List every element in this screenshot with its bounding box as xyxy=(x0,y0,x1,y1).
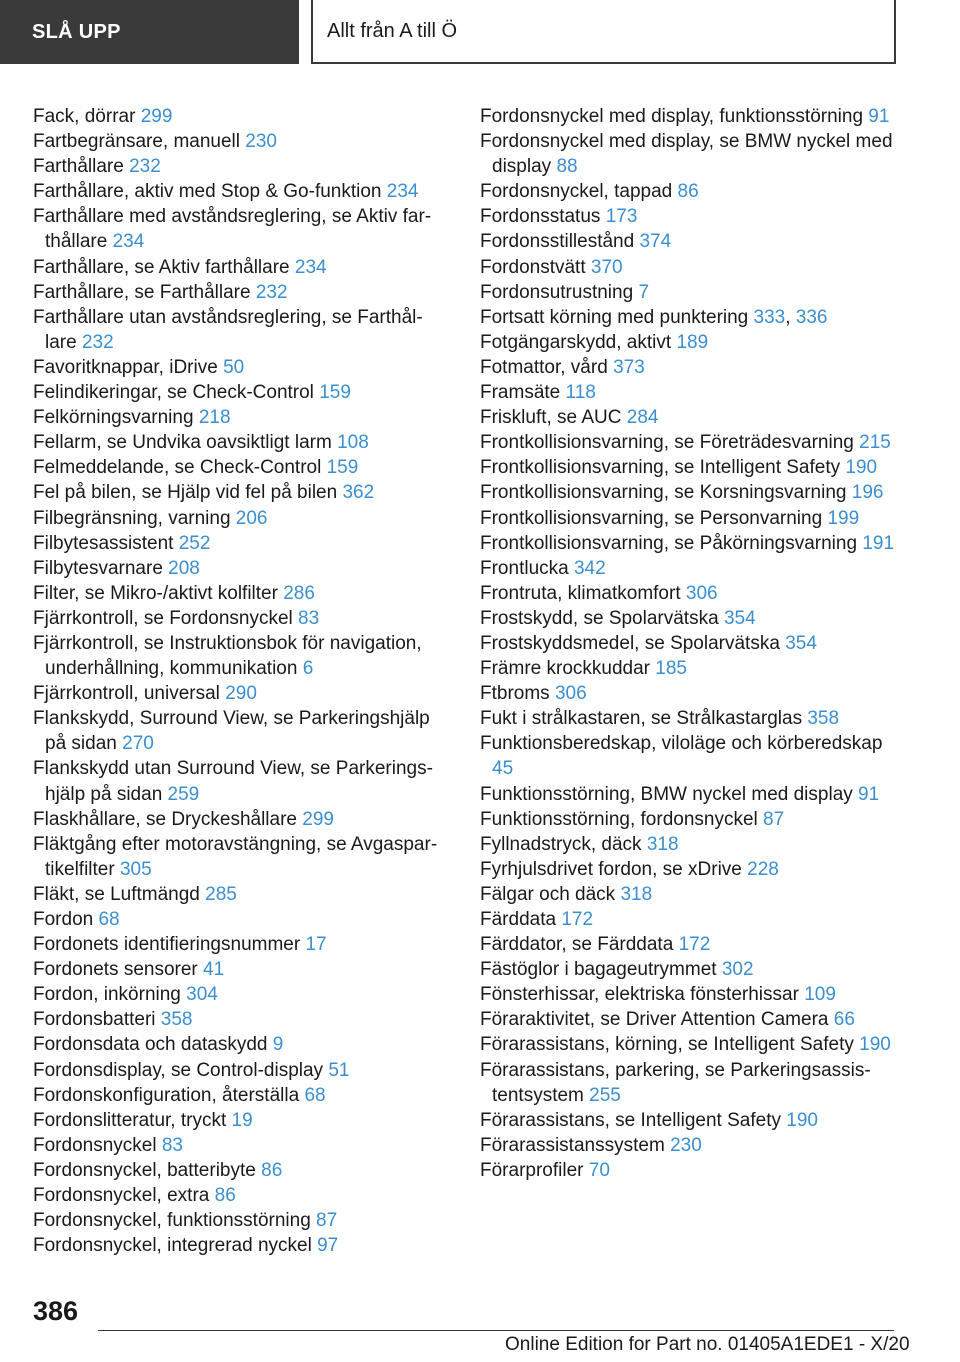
index-entry-label: Fordonslitteratur, tryckt xyxy=(33,1109,227,1131)
index-entry xyxy=(480,255,900,280)
index-entry xyxy=(33,606,443,631)
page-link[interactable]: 66 xyxy=(833,1009,855,1031)
page-link[interactable]: 41 xyxy=(203,959,225,981)
page-link[interactable]: 172 xyxy=(678,934,711,956)
index-entry xyxy=(33,1007,443,1032)
page-link[interactable]: 208 xyxy=(168,557,200,579)
index-entry-label: Filbegränsning, varning xyxy=(33,507,231,529)
page-link[interactable]: 91 xyxy=(868,106,890,127)
page-link[interactable]: 86 xyxy=(677,181,699,203)
index-entry xyxy=(480,480,900,505)
index-entry xyxy=(480,731,900,781)
index-entry xyxy=(480,681,900,706)
page-link[interactable]: 68 xyxy=(304,1084,326,1106)
index-entry xyxy=(480,882,900,907)
page-link[interactable]: 50 xyxy=(223,356,245,378)
page-link[interactable]: 234 xyxy=(294,256,327,278)
index-entry xyxy=(33,1233,443,1258)
page-link[interactable]: 305 xyxy=(119,858,152,880)
index-entry xyxy=(33,480,443,505)
index-entry-label: Fotgängarskydd, aktivt xyxy=(480,331,672,353)
page-link[interactable]: 51 xyxy=(328,1059,350,1081)
page-link[interactable]: 354 xyxy=(723,607,756,629)
index-entry xyxy=(480,581,900,606)
page-link[interactable]: 91 xyxy=(858,783,880,805)
footer-divider xyxy=(98,1330,894,1331)
index-entry xyxy=(480,1058,900,1108)
index-entry-label: Frontkollisionsvarning, se Personvarning xyxy=(480,507,823,529)
page-link[interactable]: 7 xyxy=(638,281,650,303)
index-entry-label: Fordonsstatus xyxy=(480,206,601,228)
index-entry xyxy=(480,229,900,254)
index-entry-label: Felkörningsvarning xyxy=(33,407,194,429)
index-entry-label: Felindikeringar, se Check-Control xyxy=(33,382,314,404)
index-entry-label: Filter, se Mikro-/aktivt kolfilter xyxy=(33,582,278,604)
index-entry-label: Frontruta, klimatkomfort xyxy=(480,582,681,604)
page-link[interactable]: 190 xyxy=(845,457,878,479)
index-entry xyxy=(33,756,443,806)
index-entry xyxy=(33,1032,443,1057)
index-entry xyxy=(33,179,443,204)
index-entry xyxy=(33,355,443,380)
page-link[interactable]: 358 xyxy=(807,708,840,730)
page-link[interactable]: 354 xyxy=(785,632,817,654)
index-entry-label: Fordonsnyckel med display, se BMW nyckel med display xyxy=(480,131,893,178)
page-link[interactable]: 230 xyxy=(245,131,277,153)
index-entry xyxy=(480,907,900,932)
index-entry xyxy=(480,832,900,857)
index-entry xyxy=(33,581,443,606)
index-entry-label: Fordon xyxy=(33,909,94,930)
index-entry xyxy=(33,430,443,455)
index-entry xyxy=(480,1032,900,1057)
index-entry-label: Fordonsstillestånd xyxy=(480,231,635,253)
index-entry xyxy=(33,832,443,882)
index-entry xyxy=(33,455,443,480)
index-entry-label: Frontkollisionsvarning, se Företrädesvarning xyxy=(480,432,854,454)
index-entry-label: Frontkollisionsvarning, se Intelligent Safety xyxy=(480,457,841,479)
page-link[interactable]: 234 xyxy=(386,181,419,203)
index-entry xyxy=(33,1083,443,1108)
page-link[interactable]: 86 xyxy=(214,1185,236,1207)
page-link[interactable]: 333 xyxy=(753,306,786,328)
index-entry-label: Fordonsdisplay, se Control-display xyxy=(33,1059,324,1081)
page-link[interactable]: 17 xyxy=(305,934,327,956)
index-entry-label: Fälgar och däck xyxy=(480,883,616,905)
index-entry xyxy=(480,857,900,882)
page-link[interactable]: 285 xyxy=(205,883,237,905)
index-entry xyxy=(33,280,443,305)
page-link[interactable]: 259 xyxy=(167,783,200,805)
index-entry xyxy=(33,204,443,254)
index-entry-label: Fjärrkontroll, universal xyxy=(33,683,220,705)
index-entry xyxy=(33,556,443,581)
page-link[interactable]: 234 xyxy=(112,231,145,253)
index-entry xyxy=(480,782,900,807)
page-link[interactable]: 190 xyxy=(786,1109,818,1131)
page-link[interactable]: 232 xyxy=(255,281,288,303)
edition-note: Online Edition for Part no. 01405A1EDE1 - X/20 xyxy=(505,1334,910,1355)
index-entry xyxy=(480,129,900,179)
page-link[interactable]: 284 xyxy=(626,407,659,429)
index-entry-label: Färddator, se Färddata xyxy=(480,934,674,956)
page-link[interactable]: 358 xyxy=(160,1009,193,1031)
index-entry-label: Favoritknappar, iDrive xyxy=(33,356,218,378)
index-entry-label: Flankskydd utan Surround View, se Parkeringshjälp på sidan xyxy=(33,758,433,805)
index-entry xyxy=(33,1133,443,1158)
index-entry-label: Farthållare, se Aktiv farthållare xyxy=(33,256,290,278)
index-entry xyxy=(480,982,900,1007)
page-link[interactable]: 252 xyxy=(178,532,211,554)
page-link[interactable]: 318 xyxy=(620,883,653,905)
index-entry-label: Frontkollisionsvarning, se Påkörningsvarning xyxy=(480,532,858,554)
page-link[interactable]: 86 xyxy=(261,1159,283,1181)
index-entry-label: Fordonsnyckel med display, funktionsstörning xyxy=(480,106,864,127)
page-header xyxy=(0,0,960,66)
index-entry xyxy=(33,104,443,129)
page-link[interactable]: 9 xyxy=(272,1034,284,1056)
index-entry-label: Fordon, inkörning xyxy=(33,984,181,1006)
section-tab[interactable]: SLÅ UPP xyxy=(0,0,299,64)
page-link[interactable]: 70 xyxy=(588,1159,610,1181)
index-entry xyxy=(33,154,443,179)
index-entry-label: Flaskhållare, se Dryckeshållare xyxy=(33,808,297,830)
index-entry xyxy=(33,255,443,280)
page-link[interactable]: 230 xyxy=(670,1134,702,1156)
index-entry-label: Förarassistanssystem xyxy=(480,1134,665,1156)
page-link[interactable]: 68 xyxy=(98,909,120,930)
page-link[interactable]: 159 xyxy=(326,457,359,479)
index-entry xyxy=(480,380,900,405)
index-entry xyxy=(480,1133,900,1158)
chapter-title-tab[interactable]: Allt från A till Ö xyxy=(311,0,896,64)
index-entry xyxy=(33,129,443,154)
index-entry-label: Fordonets identifieringsnummer xyxy=(33,934,301,956)
index-entry-label: Fordonsnyckel, funktionsstörning xyxy=(33,1210,311,1232)
index-entry-label: Föraraktivitet, se Driver Attention Camera xyxy=(480,1009,829,1031)
index-entry xyxy=(480,932,900,957)
index-entry-label: Fordonets sensorer xyxy=(33,959,198,981)
index-entry xyxy=(480,405,900,430)
index-entry xyxy=(480,1007,900,1032)
index-entry-label: Fordonsnyckel, integrerad nyckel xyxy=(33,1235,312,1257)
page-link[interactable]: 318 xyxy=(646,833,679,855)
page-link[interactable]: 173 xyxy=(605,206,638,228)
page-link[interactable]: 215 xyxy=(859,432,891,454)
index-entry xyxy=(33,631,443,681)
page-link[interactable]: 185 xyxy=(655,658,687,680)
page-link[interactable]: 228 xyxy=(747,858,779,880)
index-entry xyxy=(480,1108,900,1133)
page-link[interactable]: 362 xyxy=(342,482,375,504)
page-link[interactable]: 304 xyxy=(186,984,218,1006)
index-entry xyxy=(480,706,900,731)
index-entry xyxy=(33,907,443,932)
index-entry-label: Fordonsbatteri xyxy=(33,1009,156,1031)
index-entry xyxy=(33,405,443,430)
index-entry-label: Fartbegränsare, manuell xyxy=(33,131,240,153)
index-column-left xyxy=(33,104,443,1258)
index-entry-label: Farthållare, se Farthållare xyxy=(33,281,251,303)
page-link[interactable]: 87 xyxy=(316,1210,338,1232)
page-link[interactable]: 286 xyxy=(283,582,315,604)
index-entry xyxy=(33,1158,443,1183)
index-entry xyxy=(33,531,443,556)
page-link[interactable]: 373 xyxy=(613,356,645,378)
index-entry-label: Fack, dörrar xyxy=(33,106,136,127)
index-entry xyxy=(33,681,443,706)
page-link[interactable]: 196 xyxy=(851,482,884,504)
page-link[interactable]: 6 xyxy=(302,658,314,680)
index-entry-label: Frostskyddsmedel, se Spolarvätska xyxy=(480,632,780,654)
index-entry xyxy=(480,1158,900,1183)
index-entry xyxy=(480,556,900,581)
page-link[interactable]: 232 xyxy=(129,156,161,178)
page-link[interactable]: 87 xyxy=(763,808,785,830)
index-entry-label: Fjärrkontroll, se Instruktionsbok för navigation, underhållning, kommunikation xyxy=(33,632,422,680)
page-link[interactable]: 232 xyxy=(81,331,114,353)
index-entry-label: Fordonskonfiguration, återställa xyxy=(33,1084,300,1106)
page-number: 386 xyxy=(33,1296,79,1326)
page-link[interactable]: 190 xyxy=(859,1034,891,1056)
index-entry xyxy=(480,807,900,832)
page-link[interactable]: 83 xyxy=(161,1134,183,1156)
page-link[interactable]: 306 xyxy=(685,582,718,604)
index-entry-label: Farthållare med avståndsreglering, se Aktiv farthållare xyxy=(33,206,432,253)
index-entry-label: Fortsatt körning med punktering xyxy=(480,306,749,328)
page-link[interactable]: 302 xyxy=(721,959,754,981)
page-link[interactable]: 97 xyxy=(317,1235,339,1257)
index-entry-label: Funktionsstörning, BMW nyckel med display xyxy=(480,783,853,805)
index-entry xyxy=(480,506,900,531)
index-entry xyxy=(33,1108,443,1133)
page-link[interactable]: 109 xyxy=(804,984,836,1006)
index-entry-label: Färddata xyxy=(480,909,557,930)
index-entry xyxy=(480,355,900,380)
index-entry xyxy=(33,932,443,957)
index-entry-label: Flankskydd, Surround View, se Parkeringshjälp på sidan xyxy=(33,708,430,755)
index-entry-label: Fel på bilen, se Hjälp vid fel på bilen xyxy=(33,482,338,504)
index-entry-label: Fönsterhissar, elektriska fönsterhissar xyxy=(480,984,799,1006)
index-entry xyxy=(480,957,900,982)
index-entry-label: Farthållare, aktiv med Stop & Go-funktion xyxy=(33,181,382,203)
index-entry-label: Fordonsnyckel xyxy=(33,1134,157,1156)
page-link[interactable]: 218 xyxy=(198,407,231,429)
index-entry xyxy=(480,179,900,204)
page-link[interactable]: 270 xyxy=(122,733,154,755)
index-entry-label: Framsäte xyxy=(480,382,561,404)
index-entry-label: Farthållare xyxy=(33,156,124,178)
page-link[interactable]: 306 xyxy=(554,683,587,705)
index-entry-label: Filbytesvarnare xyxy=(33,557,163,579)
index-entry-label: Funktionsstörning, fordonsnyckel xyxy=(480,808,758,830)
index-entry-label: Friskluft, se AUC xyxy=(480,407,622,429)
page-link[interactable]: 299 xyxy=(302,808,334,830)
index-entry xyxy=(480,606,900,631)
index-entry-label: Filbytesassistent xyxy=(33,532,174,554)
index-entry xyxy=(33,706,443,756)
page-link[interactable]: 45 xyxy=(492,758,514,780)
page-link[interactable]: 206 xyxy=(235,507,268,529)
index-entry-label: Fästöglor i bagageutrymmet xyxy=(480,959,717,981)
index-entry-label: Fyllnadstryck, däck xyxy=(480,833,642,855)
page-link[interactable]: 342 xyxy=(573,557,606,579)
page-link[interactable]: 290 xyxy=(225,683,257,705)
index-entry-label: Funktionsberedskap, viloläge och körberedskap xyxy=(480,733,883,755)
index-entry-label: Frontlucka xyxy=(480,557,569,579)
index-entry xyxy=(480,204,900,229)
index-entry-label: Ftbroms xyxy=(480,683,550,705)
index-entry: Fortsatt körning med punktering 333, 336 xyxy=(480,306,828,328)
index-entry-label: Främre krockkuddar xyxy=(480,658,650,680)
index-entry-label: Fyrhjulsdrivet fordon, se xDrive xyxy=(480,858,742,880)
index-entry-label: Fukt i strålkastaren, se Strålkastarglas xyxy=(480,708,803,730)
index-entry-label: Förarassistans, parkering, se Parkeringsassistentsystem xyxy=(480,1059,871,1106)
index-entry-label: Fläktgång efter motoravstängning, se Avgaspartikelfilter xyxy=(33,833,438,880)
index-entry xyxy=(33,305,443,355)
index-entry-label: Fordonsutrustning xyxy=(480,281,634,303)
page-link[interactable]: 191 xyxy=(862,532,895,554)
page-link[interactable]: 299 xyxy=(140,106,173,127)
index-entry xyxy=(33,882,443,907)
index-entry-label: Fordonsnyckel, extra xyxy=(33,1185,210,1207)
index-entry xyxy=(33,380,443,405)
index-entry-label: Förarprofiler xyxy=(480,1159,584,1181)
index-entry xyxy=(33,957,443,982)
page-link[interactable]: 336 xyxy=(795,306,828,328)
page-link[interactable]: 159 xyxy=(319,382,351,404)
index-entry xyxy=(480,631,900,656)
page-link[interactable]: 199 xyxy=(827,507,860,529)
index-entry-label: Frontkollisionsvarning, se Korsningsvarning xyxy=(480,482,847,504)
index-entry-label: Fellarm, se Undvika oavsiktligt larm xyxy=(33,432,332,454)
index-entry-label: Fordonsnyckel, batteribyte xyxy=(33,1159,256,1181)
index-entry-label: Farthållare utan avståndsreglering, se Farthållare xyxy=(33,306,423,353)
page-link[interactable]: 370 xyxy=(590,256,623,278)
page-link[interactable]: 374 xyxy=(639,231,672,253)
index-entry-label: Felmeddelande, se Check-Control xyxy=(33,457,322,479)
page-link[interactable]: 108 xyxy=(337,432,369,454)
index-entry xyxy=(480,430,900,455)
page-link[interactable]: 118 xyxy=(565,382,596,404)
page-link[interactable]: 255 xyxy=(589,1084,621,1106)
page-link[interactable]: 19 xyxy=(231,1109,253,1131)
index-entry-label: Förarassistans, se Intelligent Safety xyxy=(480,1109,781,1131)
index-entry-label: Fotmattor, vård xyxy=(480,356,608,378)
index-entry xyxy=(480,330,900,355)
index-entry-label: Förarassistans, körning, se Intelligent Safety xyxy=(480,1034,854,1056)
page-link[interactable]: 88 xyxy=(556,156,578,178)
index-entry xyxy=(33,982,443,1007)
index-entry xyxy=(480,531,900,556)
index-entry xyxy=(33,1183,443,1208)
index-entry-label: Fjärrkontroll, se Fordonsnyckel xyxy=(33,607,293,629)
index-entry xyxy=(33,506,443,531)
index-entry-label: Fordonsnyckel, tappad xyxy=(480,181,673,203)
index-entry xyxy=(480,455,900,480)
page-link[interactable]: 189 xyxy=(676,331,709,353)
page-link[interactable]: 172 xyxy=(561,909,594,930)
index-entry xyxy=(480,656,900,681)
index-entry-label: Fläkt, se Luftmängd xyxy=(33,883,200,905)
index-entry-label: Fordonsdata och dataskydd xyxy=(33,1034,268,1056)
index-entry xyxy=(33,1058,443,1083)
index-entry xyxy=(33,1208,443,1233)
index-entry-label: Fordonstvätt xyxy=(480,256,586,278)
index-column-right xyxy=(480,104,900,1183)
page-link[interactable]: 83 xyxy=(298,607,320,629)
index-entry xyxy=(33,807,443,832)
index-entry xyxy=(480,280,900,305)
index-entry xyxy=(480,104,900,129)
index-entry-label: Frostskydd, se Spolarvätska xyxy=(480,607,719,629)
